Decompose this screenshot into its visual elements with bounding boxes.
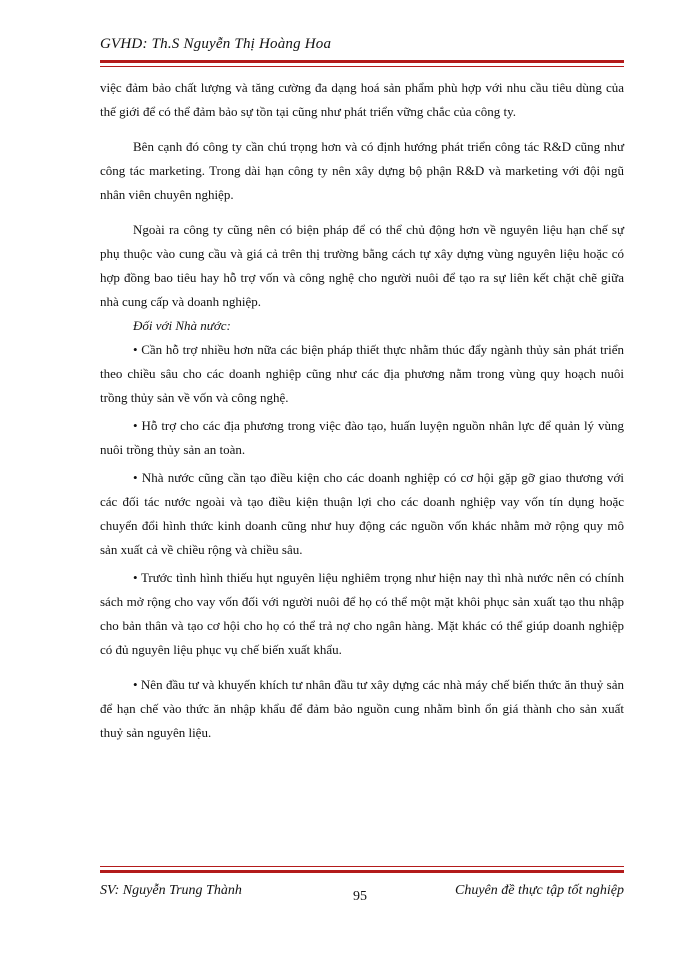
header-rule-thin [100, 66, 624, 67]
bullet-item: • Nên đầu tư và khuyến khích tư nhân đầu tư xây dựng các nhà máy chế biến thức ăn thuỷ sản để hạn chế vào thức ăn nhập khẩu để đảm bảo nguồn cung nhằm bình ổn giá thành cho sản xuất thuỷ sản nguyên liệu. [100, 677, 624, 740]
section-heading: Đối với Nhà nước: [133, 318, 231, 333]
header-supervisor: GVHD: Th.S Nguyễn Thị Hoàng Hoa [100, 36, 332, 52]
footer-student-name: SV: Nguyễn Trung Thành [100, 883, 242, 898]
document-body [100, 76, 624, 745]
paragraph: Ngoài ra công ty cũng nên có biện pháp để có thể chủ động hơn về nguyên liệu hạn chế sự phụ thuộc vào cung cầu và giá cả trên thị trường bằng cách tự xây dựng vùng nguyên liệu hoặc có hợp đồng bao tiêu hay hỗ trợ vốn và công nghệ cho người nuôi để tạo ra sự liên kết chặt chẽ giữa nhà cung cấp và doanh nghiệp. [100, 222, 624, 309]
footer-rule-thin [100, 866, 624, 867]
paragraph: Bên cạnh đó công ty cần chú trọng hơn và có định hướng phát triển công tác R&D cũng như công tác marketing. Trong dài hạn công ty nên xây dựng bộ phận R&D và marketing với đội ngũ nhân viên chuyên nghiệp. [100, 139, 624, 202]
page-number: 95 [353, 889, 367, 904]
bullet-item: • Trước tình hình thiếu hụt nguyên liệu nghiêm trọng như hiện nay thì nhà nước nên có chính sách mở rộng cho vay vốn đối với người nuôi để họ có thể một mặt khôi phục sản xuất tạo thu nhập cho bản thân và tạo cơ hội cho họ có thể trả nợ cho ngân hàng. Mặt khác có thể giúp doanh nghiệp có đủ nguyên liệu phục vụ chế biến xuất khẩu. [100, 570, 624, 657]
bullet-item: • Hỗ trợ cho các địa phương trong việc đào tạo, huấn luyện nguồn nhân lực để quản lý vùng nuôi trồng thủy sản an toàn. [100, 418, 624, 457]
bullet-item: • Cần hỗ trợ nhiều hơn nữa các biện pháp thiết thực nhằm thúc đẩy ngành thủy sản phát triển theo chiều sâu cho các doanh nghiệp cũng như các địa phương nằm trong vùng quy hoạch nuôi trồng thủy sản về vốn và công nghệ. [100, 342, 624, 405]
header-rule-thick [100, 60, 624, 63]
paragraph: việc đảm bảo chất lượng và tăng cường đa dạng hoá sản phẩm phù hợp với nhu cầu tiêu dùng của thế giới để có thể đảm bảo sự tồn tại cũng như phát triển vững chắc của công ty. [100, 80, 624, 119]
footer-document-type: Chuyên đề thực tập tốt nghiệp [455, 883, 624, 898]
bullet-item: • Nhà nước cũng cần tạo điều kiện cho các doanh nghiệp có cơ hội gặp gỡ giao thương với các đối tác nước ngoài và tạo điều kiện thuận lợi cho các doanh nghiệp vay vốn tín dụng hoặc chuyển đổi hình thức kinh doanh cũng như huy động các nguồn vốn khác nhằm mở rộng quy mô sản xuất cả về chiều rộng và chiều sâu. [100, 470, 624, 557]
footer-rule-thick [100, 870, 624, 873]
